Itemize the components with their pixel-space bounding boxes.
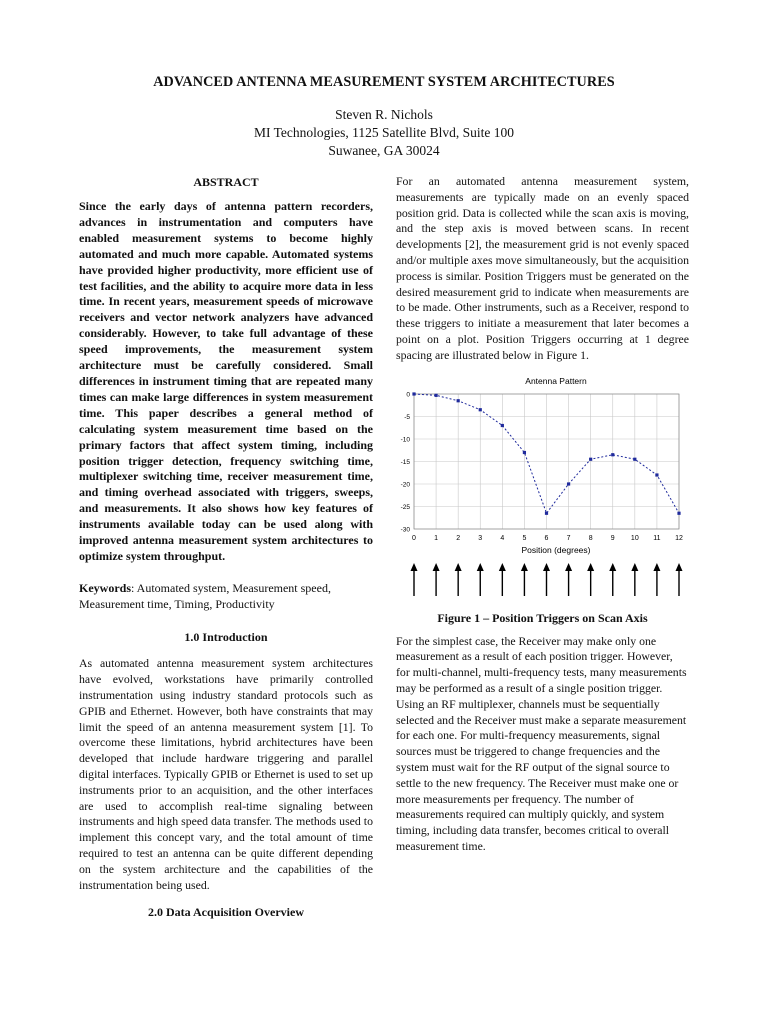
x-tick-label: 7 [566, 534, 571, 542]
antenna-pattern-chart [396, 372, 689, 558]
author-name: Steven R. Nichols [335, 107, 433, 122]
y-tick-label: 0 [406, 391, 410, 399]
acquisition-paragraph: For an automated antenna measurement system, measurements are typically made on an evenly spaced position grid. Data is collected while the scan axis is moving, and the step axis is moved between scans. In recent developments [2], the measurement grid is not evenly spaced and/or multiple axes move simultaneously, but the acquisition process is similar. Position Triggers must be generated on the desired measurement grid to indicate when measurements are to be made. Other instruments, such as a Receiver, respond to these triggers to initiate a measurement that later becomes a point on a plot. Position Triggers occurring at 1 degree spacing are illustrated below in Figure 1. [396, 174, 689, 362]
data-point [434, 393, 437, 396]
arrow-head [609, 563, 616, 571]
data-point [545, 511, 548, 514]
trigger-arrow-icon [653, 563, 660, 596]
abstract-body: Since the early days of antenna pattern recorders, advances in instrumentation and computers have enabled measurement systems to become highly automated and much more capable. Automated systems have provided higher productivity, more efficient use of test facilities, and the ability to acquire more data in less time. In recent years, measurement speeds of microwave receivers and vector network analyzers have advanced considerably. However, to take full advantage of these speed improvements, the measurement system architecture must be carefully considered. Small differences in instrument timing that are repeated many times can make large differences in system measurement time. This paper describes a general method of calculating system measurement time based on the primary factors that affect system timing, including position trigger detection, frequency switching time, multiplexer switching time, receiver measurement time, and timing overhead associated with triggers, sweeps, and measurements. It also shows how key features of instruments available today can be used along with improved antenna measurement system architectures to optimize system throughput. [79, 199, 373, 563]
trigger-arrow-icon [455, 563, 462, 596]
figure-caption: Figure 1 – Position Triggers on Scan Axis [437, 610, 648, 625]
section-heading-introduction: 1.0 Introduction [184, 630, 268, 645]
trigger-arrow-icon [499, 563, 506, 596]
trigger-arrow-icon [587, 563, 594, 596]
x-tick-label: 0 [412, 534, 416, 542]
x-tick-label: 11 [653, 534, 661, 542]
affiliation-city: Suwanee, GA 30024 [328, 143, 440, 158]
arrow-head [676, 563, 683, 571]
trigger-arrow-icon [433, 563, 440, 596]
trigger-arrow-icon [521, 563, 528, 596]
y-tick-label: -20 [400, 481, 410, 489]
y-tick-label: -10 [400, 436, 410, 444]
x-tick-label: 6 [544, 534, 549, 542]
right-column [396, 174, 689, 855]
x-tick-label: 1 [434, 534, 439, 542]
trigger-arrow-icon [543, 563, 550, 596]
arrow-head [433, 563, 440, 571]
x-tick-label: 8 [588, 534, 593, 542]
arrow-head [631, 563, 638, 571]
data-point [677, 511, 680, 514]
data-point [589, 457, 592, 460]
data-point [611, 453, 614, 456]
y-tick-label: -25 [400, 503, 410, 511]
arrow-head [477, 563, 484, 571]
keywords-label: Keywords [79, 580, 131, 595]
x-tick-label: 10 [630, 534, 639, 542]
arrow-head [411, 563, 418, 571]
arrow-head [455, 563, 462, 571]
keywords [79, 581, 373, 613]
paper-title: ADVANCED ANTENNA MEASUREMENT SYSTEM ARCHITECTURES [153, 74, 615, 90]
position-trigger-arrows [396, 562, 689, 598]
trigger-arrow-icon [477, 563, 484, 596]
arrow-head [587, 563, 594, 571]
arrow-head [565, 563, 572, 571]
x-tick-label: 4 [500, 534, 505, 542]
data-point [567, 482, 570, 485]
data-point [479, 408, 482, 411]
data-point [501, 423, 504, 426]
chart-title: Antenna Pattern [525, 375, 587, 386]
y-tick-label: -15 [400, 458, 410, 466]
trigger-arrow-icon [565, 563, 572, 596]
section-heading-data-acquisition: 2.0 Data Acquisition Overview [148, 905, 304, 920]
x-tick-label: 3 [478, 534, 483, 542]
y-tick-label: -5 [404, 413, 410, 421]
x-tick-label: 9 [610, 534, 615, 542]
chart-svg [396, 372, 689, 558]
data-point [655, 473, 658, 476]
data-point [633, 457, 636, 460]
abstract-heading: ABSTRACT [193, 175, 259, 189]
keywords-text: : Automated system, Measurement speed, Measurement time, Timing, Productivity [79, 580, 331, 611]
arrow-head [653, 563, 660, 571]
left-column [79, 174, 373, 920]
trigger-arrow-icon [411, 563, 418, 596]
introduction-paragraph: As automated antenna measurement system architectures have evolved, workstations have primarily controlled instrumentation using industry standard protocols such as GPIB and Ethernet. However, both have constraints that may limit the speed of an antenna measurement system [1]. To overcome these limitations, hybrid architectures have been developed that include hardware triggering and parallel digital interfaces. Typically GPIB or Ethernet is used to set up instruments prior to an acquisition, and the other interfaces are used to accomplish real-time signaling between instruments and high speed data transfer. The methods used to implement this concept vary, and the total amount of time required to test an antenna can be quite different depending on the system architecture and the capabilities of the instrumentation being used. [79, 656, 373, 892]
data-point [412, 392, 415, 395]
chart-xlabel: Position (degrees) [521, 544, 591, 555]
trigger-arrows-svg [396, 562, 689, 598]
trigger-arrow-icon [676, 563, 683, 596]
y-tick-label: -30 [400, 526, 410, 534]
affiliation-line: MI Technologies, 1125 Satellite Blvd, Suite 100 [253, 125, 515, 140]
arrow-head [521, 563, 528, 571]
trigger-arrow-icon [609, 563, 616, 596]
x-tick-label: 2 [456, 534, 461, 542]
arrow-head [543, 563, 550, 571]
trigger-arrow-icon [631, 563, 638, 596]
x-tick-label: 5 [522, 534, 527, 542]
receiver-paragraph: For the simplest case, the Receiver may make only one measurement as a result of each position trigger. However, for multi-channel, multi-frequency tests, many measurements may be performed as a result of a single position trigger. Using an RF multiplexer, channels must be sequentially selected and the Receiver must make a separate measurement for each one. For multi-frequency measurements, signal sources must be triggered to change frequencies and the system must wait for the RF output of the signal source to settle to the new frequency. The Receiver must make one or more measurements per frequency. The number of measurements required can multiply quickly, and system timing, including data transfer, becomes critical to overall measurement time. [396, 633, 687, 853]
data-point [523, 450, 526, 453]
data-point [457, 399, 460, 402]
author-block [0, 106, 768, 160]
x-tick-label: 12 [675, 534, 683, 542]
arrow-head [499, 563, 506, 571]
